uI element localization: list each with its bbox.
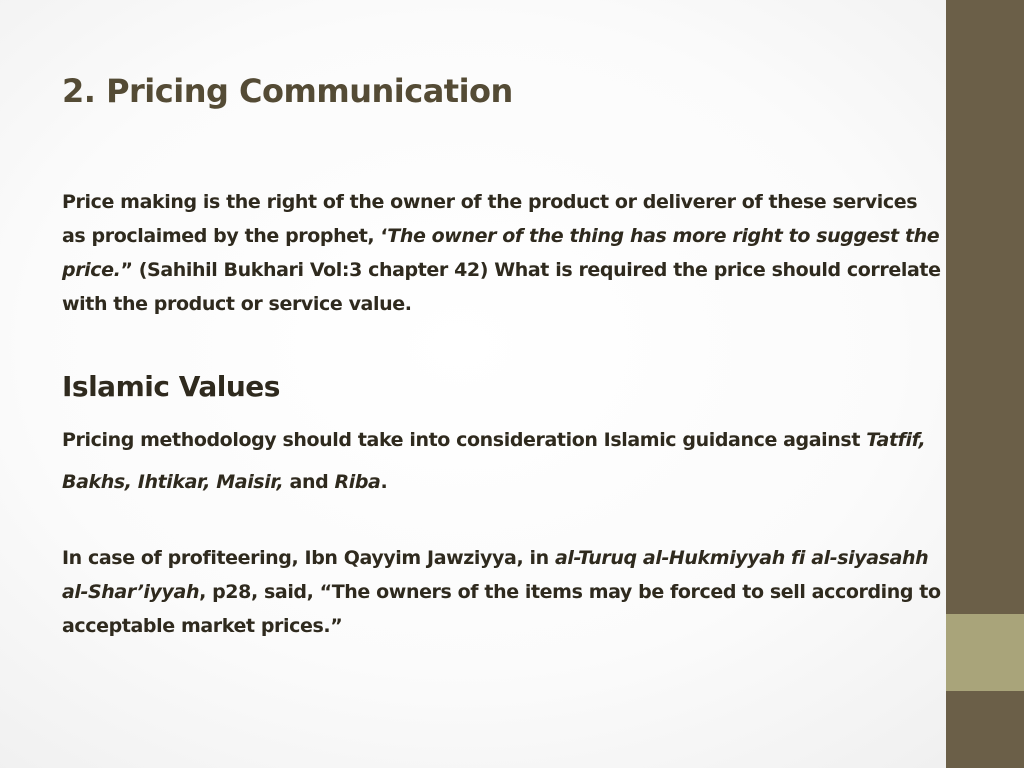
term-riba: Riba xyxy=(334,471,381,493)
paragraph-1-text-a: Price making is the right of the owner of the product or deliverer of these services as proclaimed by the prophet, ‘ xyxy=(62,191,918,247)
prophet-quote: The owner of the thing has more right to suggest the price. xyxy=(62,225,940,281)
paragraph-2-text-c: . xyxy=(380,471,388,493)
paragraph-3-text-a: In case of profiteering, Ibn Qayyim Jawziyya, in xyxy=(62,547,555,569)
paragraph-3-text-b: , p28, said, “The owners of the items may be forced to sell according to acceptable market prices.” xyxy=(62,581,941,637)
section-heading-islamic-values: Islamic Values xyxy=(62,370,280,403)
paragraph-1-text-b: ” (Sahihil Bukhari Vol:3 chapter 42) What is required the price should correlate with the product or service value. xyxy=(62,259,941,315)
paragraph-2-text-a: Pricing methodology should take into consideration Islamic guidance against xyxy=(62,429,867,451)
paragraph-profiteering xyxy=(62,541,942,643)
slide-title: 2. Pricing Communication xyxy=(62,72,513,110)
book-title: al-Turuq al-Hukmiyyah fi al-siyasahh al-Shar’iyyah xyxy=(62,547,929,603)
islamic-terms: Tatfif, Bakhs, Ihtikar, Maisir, xyxy=(62,429,926,493)
paragraph-price-making xyxy=(62,185,942,321)
paragraph-pricing-methodology xyxy=(62,419,942,503)
sidebar-accent-block xyxy=(946,614,1024,691)
paragraph-2-text-b: and xyxy=(283,471,335,493)
